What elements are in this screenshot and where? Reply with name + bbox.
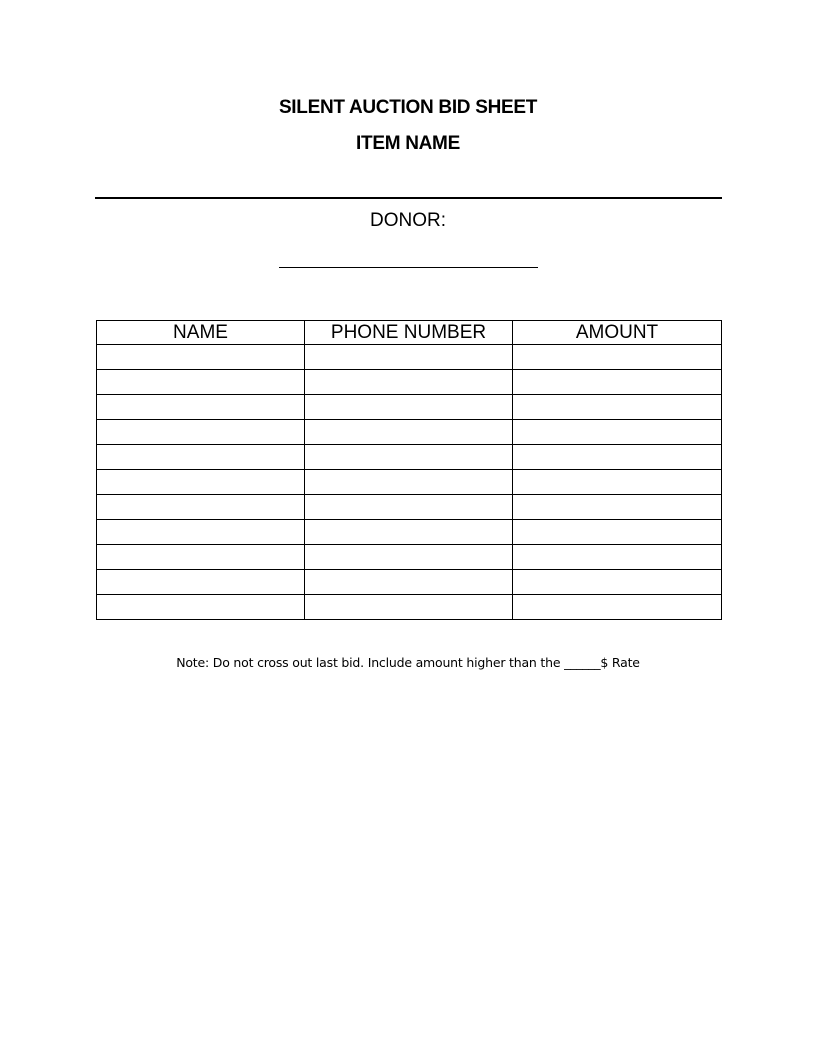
bid-cell-name[interactable]	[97, 420, 305, 445]
bid-cell-phone-number[interactable]	[305, 520, 513, 545]
bid-cell-name[interactable]	[97, 545, 305, 570]
table-row	[97, 345, 722, 370]
bid-cell-name[interactable]	[97, 345, 305, 370]
table-row	[97, 520, 722, 545]
table-row	[97, 370, 722, 395]
bid-cell-amount[interactable]	[513, 570, 722, 595]
bid-cell-phone-number[interactable]	[305, 420, 513, 445]
bid-cell-phone-number[interactable]	[305, 370, 513, 395]
bid-table	[96, 320, 722, 620]
bid-table-header-row	[97, 321, 722, 345]
column-header-name: NAME	[97, 321, 305, 345]
table-row	[97, 445, 722, 470]
bid-cell-amount[interactable]	[513, 445, 722, 470]
bid-cell-phone-number[interactable]	[305, 445, 513, 470]
bid-cell-amount[interactable]	[513, 395, 722, 420]
bid-cell-phone-number[interactable]	[305, 545, 513, 570]
bid-cell-phone-number[interactable]	[305, 345, 513, 370]
bid-cell-phone-number[interactable]	[305, 395, 513, 420]
table-row	[97, 545, 722, 570]
item-name-label: ITEM NAME	[356, 133, 460, 154]
bid-cell-phone-number[interactable]	[305, 470, 513, 495]
column-header-phone-number: PHONE NUMBER	[305, 321, 513, 345]
table-row	[97, 595, 722, 620]
column-header-amount: AMOUNT	[513, 321, 722, 345]
table-row	[97, 495, 722, 520]
bid-cell-name[interactable]	[97, 395, 305, 420]
donor-line	[279, 267, 538, 268]
item-name-line	[95, 197, 722, 199]
bid-cell-name[interactable]	[97, 520, 305, 545]
bid-cell-phone-number[interactable]	[305, 570, 513, 595]
bid-cell-amount[interactable]	[513, 495, 722, 520]
donor-label: DONOR:	[370, 210, 446, 231]
bid-cell-amount[interactable]	[513, 470, 722, 495]
bid-cell-amount[interactable]	[513, 345, 722, 370]
bid-cell-amount[interactable]	[513, 420, 722, 445]
bid-table-body	[97, 345, 722, 620]
table-row	[97, 470, 722, 495]
table-row	[97, 395, 722, 420]
bid-note: Note: Do not cross out last bid. Include amount higher than the ______$ Rate	[176, 655, 640, 670]
bid-cell-phone-number[interactable]	[305, 595, 513, 620]
table-row	[97, 420, 722, 445]
bid-cell-amount[interactable]	[513, 520, 722, 545]
bid-cell-name[interactable]	[97, 495, 305, 520]
bid-cell-name[interactable]	[97, 445, 305, 470]
bid-cell-amount[interactable]	[513, 545, 722, 570]
bid-cell-amount[interactable]	[513, 595, 722, 620]
bid-cell-name[interactable]	[97, 370, 305, 395]
bid-cell-name[interactable]	[97, 470, 305, 495]
bid-cell-phone-number[interactable]	[305, 495, 513, 520]
table-row	[97, 570, 722, 595]
bid-cell-name[interactable]	[97, 595, 305, 620]
sheet-title: SILENT AUCTION BID SHEET	[278, 97, 538, 118]
bid-cell-amount[interactable]	[513, 370, 722, 395]
bid-cell-name[interactable]	[97, 570, 305, 595]
